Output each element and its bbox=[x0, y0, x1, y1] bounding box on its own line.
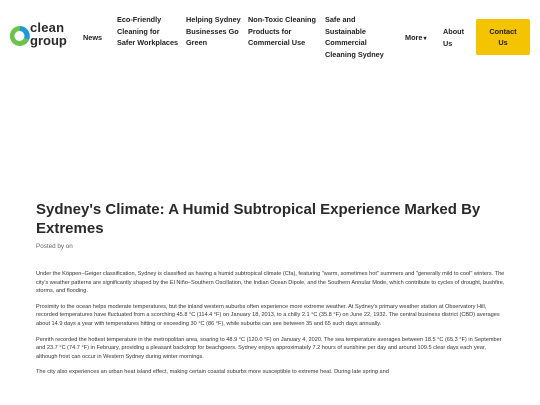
nav-helping-sydney-businesses[interactable]: Helping Sydney Businesses Go Green bbox=[186, 15, 241, 47]
article-body bbox=[36, 270, 506, 384]
nav-non-toxic-products[interactable]: Non-Toxic Cleaning Products for Commercial Use bbox=[248, 15, 316, 47]
logo-word-group: group bbox=[30, 33, 67, 48]
site-header bbox=[0, 0, 540, 78]
nav-eco-friendly-cleaning[interactable]: Eco-Friendly Cleaning for Safer Workplaces bbox=[117, 15, 179, 47]
hero-blank-area bbox=[0, 78, 540, 196]
nav-more-label: More bbox=[405, 33, 423, 42]
nav-more-dropdown[interactable] bbox=[405, 32, 426, 46]
article-paragraph: Under the Köppen–Geiger classification, Sydney is classified as having a humid subtropical climate (Cfa), featuring "warm, sometimes hot" summers and "generally mild to cool" winters. The city's weather patterns are significantly shaped by the El Niño–Southern Oscillation, the Indian Ocean Dipole, and the Southern Annular Mode, which contribute to cycles of drought, bushfire, storms, and flooding. bbox=[36, 271, 505, 295]
article-title: Sydney's Climate: A Humid Subtropical Experience Marked By Extremes bbox=[36, 201, 481, 237]
logo-wordmark bbox=[30, 22, 67, 47]
logo-word-clean: clean bbox=[30, 20, 65, 35]
contact-us-label: Contact Us bbox=[489, 27, 517, 47]
article-paragraph: Proximity to the ocean helps moderate temperatures, but the inland western suburbs often experience more extreme weather. At Sydney's primary weather station at Observatory Hill, recorded temperatures have fluctuated from a scorching 45.8 °C (114.4 °F) on January 18, 2013, to a chilly 2.1 °C (35.8 °F) on June 22, 1932. The central business district (CBD) averages about 14.9 days a year with temperatures hitting or exceeding 30 °C (86 °F), while suburbs can see between 35 and 65 such days annually. bbox=[36, 303, 500, 327]
nav-news[interactable]: News bbox=[83, 33, 103, 42]
article-paragraph: The city also experiences an urban heat island effect, making certain coastal suburbs more susceptible to extreme heat. During late spring and bbox=[36, 369, 389, 376]
nav-about-us[interactable]: About Us bbox=[443, 27, 465, 48]
nav-safe-sustainable-cleaning[interactable]: Safe and Sustainable Commercial Cleaning Sydney bbox=[325, 15, 384, 59]
contact-us-button[interactable] bbox=[476, 19, 530, 55]
clean-group-logo[interactable] bbox=[8, 22, 72, 52]
article-paragraph: Penrith recorded the hottest temperature in the metropolitan area, soaring to 48.9 °C (120.0 °F) on January 4, 2020. The sea temperature averages between 18.5 °C (65.3 °F) in September and 23.7 °C (74.7 °F) in February, providing a pleasant backdrop for beachgoers. Sydney enjoys approximately 7.2 hours of sunshine per day and around 109.5 clear days each year, although frost can occur in Western Sydney during winter mornings. bbox=[36, 336, 502, 360]
caret-down-icon: ▾ bbox=[423, 36, 427, 42]
article-byline: Posted by on bbox=[36, 243, 73, 250]
logo-mark-icon bbox=[8, 24, 32, 48]
